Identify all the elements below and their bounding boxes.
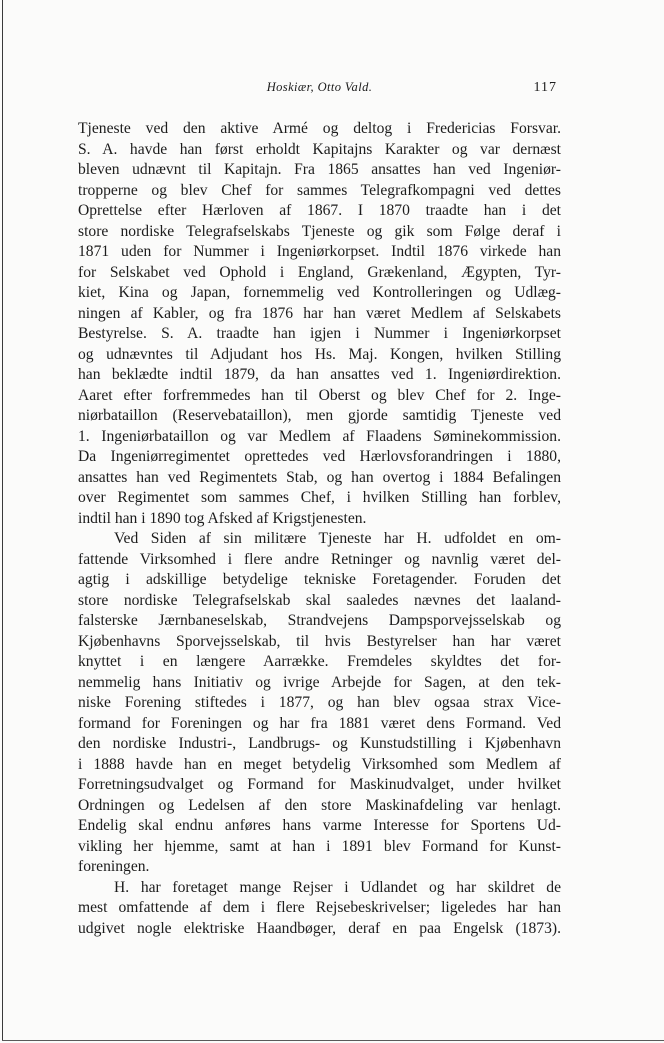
text-line: Aaret efter forfremmedes han til Oberst og blev Chef for 2. Inge- [78, 386, 561, 404]
text-line: Oprettelse efter Hærloven af 1867. I 1870 traadte han i det [78, 202, 561, 219]
text-line: over Regimentet som sammes Chef, i hvilken Stilling han forblev, [78, 489, 561, 506]
text-line: mest omfattende af dem i flere Rejsebeskrivelser; ligeledes har han [78, 899, 561, 916]
text-line: for Selskabet ved Ophold i England, Grækenland, Ægypten, Tyr- [78, 263, 561, 281]
text-line: formand for Foreningen og har fra 1881 været dens Formand. Ved [78, 714, 561, 732]
paragraph-last-line: foreningen. [78, 858, 150, 875]
text-line: og udnævntes til Adjudant hos Hs. Maj. Kongen, hvilken Stilling [78, 345, 561, 363]
paragraph-first-line: Ved Siden af sin militære Tjeneste har H. udfoldet en om- [114, 530, 561, 547]
text-line: han beklædte indtil 1879, da han ansattes ved 1. Ingeniørdirektion. [78, 366, 561, 383]
text-line: Endelig skal endnu anføres hans varme Interesse for Sportens Ud- [78, 817, 561, 834]
text-line: udgivet nogle elektriske Haandbøger, deraf en paa Engelsk (1873). [78, 919, 561, 937]
text-line: ningen af Kabler, og fra 1876 har han været Medlem af Selskabets [78, 304, 561, 322]
page-header [78, 80, 561, 102]
text-line: nemmelig hans Initiativ og ivrige Arbejde for Sagen, at den tek- [78, 673, 561, 691]
text-line: niske Forening stiftedes i 1877, og han blev ogsaa strax Vice- [78, 694, 561, 711]
text-line: Da Ingeniørregimentet oprettedes ved Hærlovsforandringen i 1880, [78, 448, 561, 465]
text-line: falsterske Jærnbaneselskab, Strandvejens Dampsporvejsselskab og [78, 612, 561, 629]
text-line: den nordiske Industri-, Landbrugs- og Kunstudstilling i Kjøbenhavn [78, 735, 561, 752]
text-line: bleven udnævnt til Kapitajn. Fra 1865 ansattes han ved Ingeniør- [78, 161, 561, 178]
text-line: Kjøbenhavns Sporvejsselskab, til hvis Bestyrelser han har været [78, 632, 561, 650]
text-line: vikling her hjemme, samt at han i 1891 blev Formand for Kunst- [78, 837, 561, 855]
text-line: store nordiske Telegrafselskab skal saaledes nævnes det laaland- [78, 591, 561, 609]
text-line: store nordiske Telegrafselskabs Tjeneste og gik som Følge deraf i [78, 222, 561, 240]
text-line: knyttet i en længere Aarrække. Fremdeles skyldtes det for- [78, 653, 561, 670]
text-line: i 1888 havde han en meget betydelig Virksomhed som Medlem af [78, 755, 561, 773]
text-line: Forretningsudvalget og Formand for Maskinudvalget, under hvilket [78, 776, 561, 793]
page-edge-bottom [2, 1040, 664, 1041]
text-line: 1871 uden for Nummer i Ingeniørkorpset. Indtil 1876 virkede han [78, 243, 561, 260]
page-number: 117 [533, 80, 557, 95]
text-line: tropperne og blev Chef for sammes Telegrafkompagni ved dettes [78, 181, 561, 199]
text-line: Bestyrelse. S. A. traadte han igjen i Nummer i Ingeniørkorpset [78, 325, 561, 342]
paragraph-first-line: H. har foretaget mange Rejser i Udlandet og har skildret de [114, 878, 561, 896]
text-line: ansattes han ved Regimentets Stab, og han overtog i 1884 Befalingen [78, 468, 561, 486]
text-line: Tjeneste ved den aktive Armé og deltog i Fredericias Forsvar. [78, 120, 561, 137]
running-title: Hoskiær, Otto Vald. [266, 80, 373, 94]
text-line: kiet, Kina og Japan, fornemmelig ved Kontrolleringen og Udlæg- [78, 284, 561, 301]
text-line: 1. Ingeniørbataillon og var Medlem af Flaadens Søminekommission. [78, 427, 561, 445]
page-edge-left [2, 0, 3, 1040]
text-line: Ordningen og Ledelsen af den store Maskinafdeling var henlagt. [78, 796, 561, 814]
text-line: S. A. havde han først erholdt Kapitajns Karakter og var dernæst [78, 140, 561, 158]
body-text [78, 119, 561, 939]
paragraph-last-line: indtil han i 1890 tog Afsked af Krigstjenesten. [78, 509, 367, 527]
text-line: niørbataillon (Reservebataillon), men gjorde samtidig Tjeneste ved [78, 407, 561, 424]
text-line: fattende Virksomhed i flere andre Retninger og navnlig været del- [78, 550, 561, 568]
text-line: agtig i adskillige betydelige tekniske Foretagender. Foruden det [78, 571, 561, 588]
